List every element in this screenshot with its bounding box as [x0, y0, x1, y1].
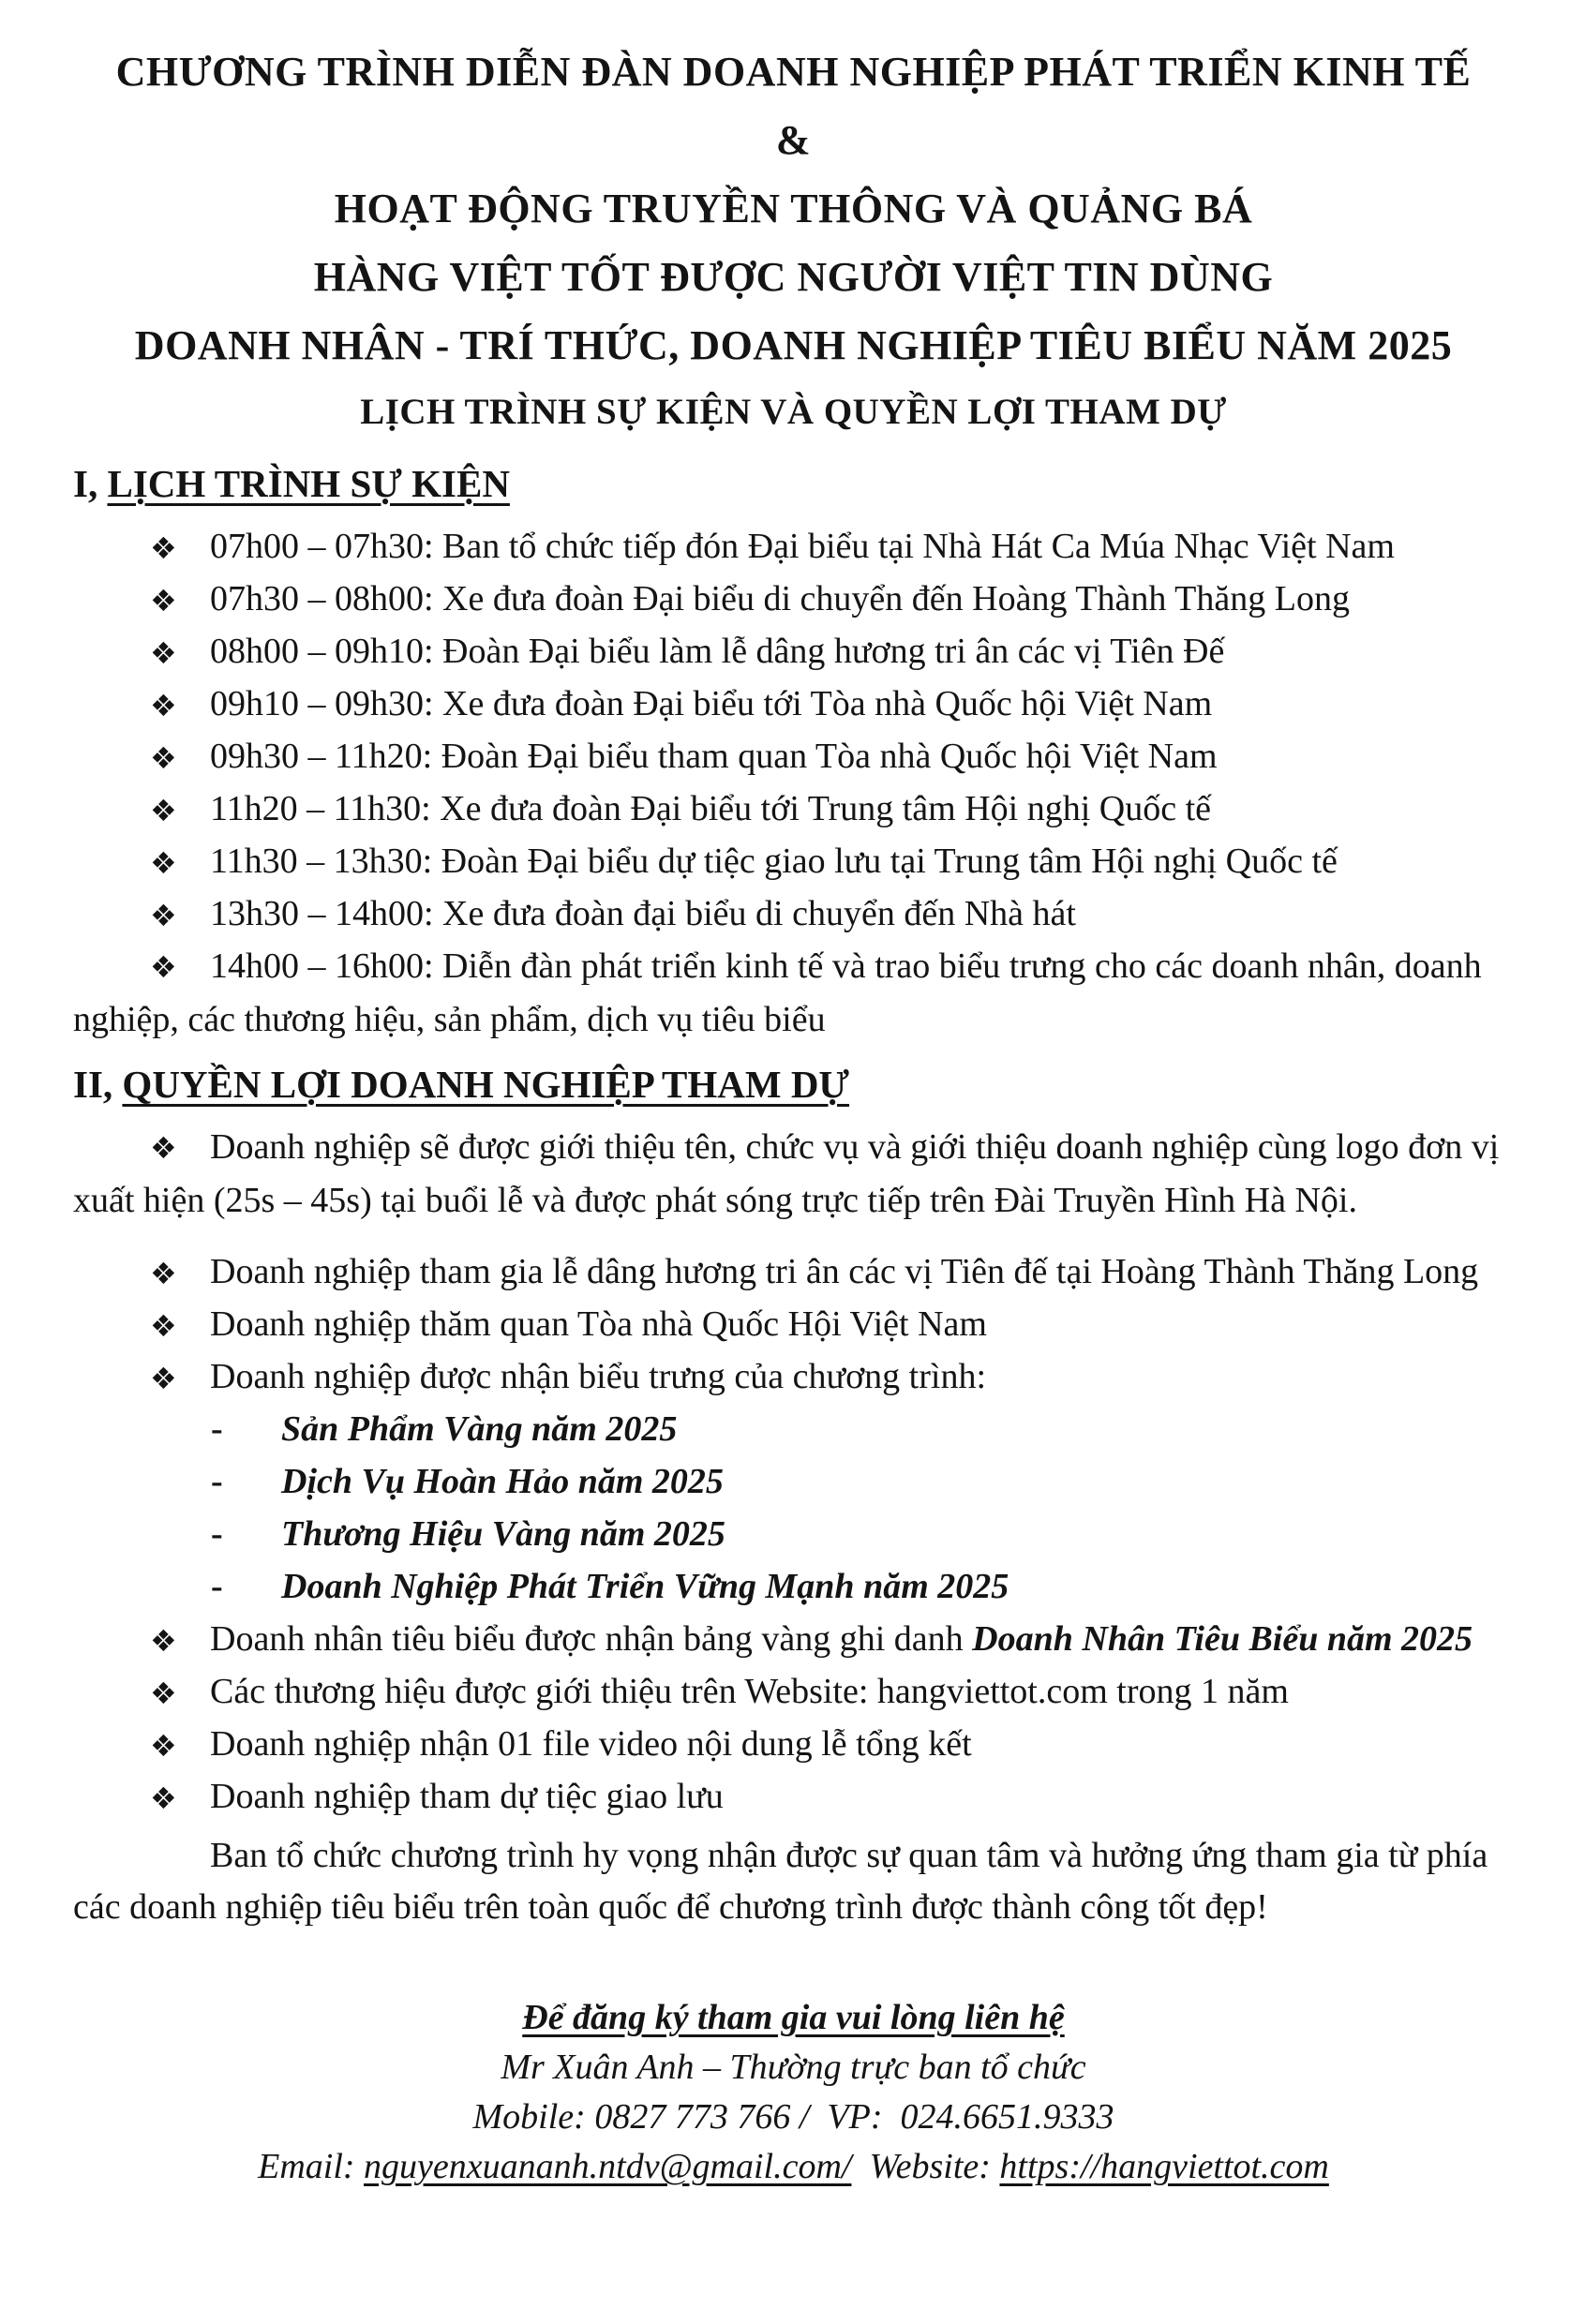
mobile-label: Mobile:	[472, 2097, 586, 2137]
footer-heading-text: Để đăng ký tham gia vui lòng liên hệ	[522, 1998, 1065, 2037]
benefit-item-text: Doanh nghiệp tham dự tiệc giao lưu	[210, 1777, 724, 1816]
badge-item	[73, 1403, 1514, 1455]
benefit-item-text: Doanh nhân tiêu biểu được nhận bảng vàng ghi danh	[210, 1619, 964, 1659]
contact-footer	[73, 1993, 1514, 2192]
vp-label: VP:	[827, 2097, 883, 2137]
benefit-item	[73, 1350, 1514, 1403]
benefit-item-emphasis: Doanh Nhân Tiêu Biểu năm 2025	[972, 1619, 1473, 1659]
footer-contact-person: Mr Xuân Anh – Thường trực ban tổ chức	[501, 2048, 1086, 2087]
dash-bullet-icon: -	[211, 1409, 223, 1449]
badge-item-text: Dịch Vụ Hoàn Hảo năm 2025	[281, 1462, 724, 1501]
section-benefits	[73, 1057, 1514, 1933]
benefit-item	[73, 1121, 1514, 1227]
diamond-bullet-icon: ❖	[150, 583, 177, 618]
title-line-2: HOẠT ĐỘNG TRUYỀN THÔNG VÀ QUẢNG BÁ	[334, 186, 1253, 231]
badge-item-text: Thương Hiệu Vàng năm 2025	[281, 1514, 725, 1554]
benefit-item-text: Doanh nghiệp tham gia lễ dâng hương tri ân các vị Tiên đế tại Hoàng Thành Thăng Long	[210, 1252, 1479, 1291]
diamond-bullet-icon: ❖	[150, 1256, 177, 1291]
footer-heading	[73, 1993, 1514, 2043]
schedule-item	[73, 678, 1514, 730]
badge-item	[73, 1455, 1514, 1508]
schedule-item	[73, 940, 1514, 1046]
schedule-item	[73, 573, 1514, 625]
benefit-item	[73, 1665, 1514, 1718]
diamond-bullet-icon: ❖	[150, 845, 177, 881]
title-line-4: DOANH NHÂN - TRÍ THỨC, DOANH NGHIỆP TIÊU BIỂU NĂM 2025	[134, 322, 1453, 368]
diamond-bullet-icon: ❖	[150, 898, 177, 933]
section-number: I,	[73, 462, 98, 505]
title-line-1: CHƯƠNG TRÌNH DIỄN ĐÀN DOANH NGHIỆP PHÁT TRIỂN KINH TẾ	[115, 49, 1472, 95]
title-ampersand: &	[775, 117, 812, 163]
schedule-item	[73, 782, 1514, 835]
benefit-item	[73, 1298, 1514, 1350]
section-benefits-heading	[73, 1057, 1514, 1111]
benefit-item	[73, 1718, 1514, 1770]
title-line-3: HÀNG VIỆT TỐT ĐƯỢC NGƯỜI VIỆT TIN DÙNG	[313, 254, 1274, 300]
benefit-item-text: Doanh nghiệp được nhận biểu trưng của chương trình:	[210, 1357, 987, 1396]
diamond-bullet-icon: ❖	[150, 793, 177, 828]
section-schedule-heading	[73, 456, 1514, 511]
document-header	[73, 37, 1514, 445]
diamond-bullet-icon: ❖	[150, 1728, 177, 1764]
website-label: Website:	[869, 2147, 991, 2186]
diamond-bullet-icon: ❖	[150, 1361, 177, 1396]
schedule-item	[73, 730, 1514, 782]
schedule-item	[73, 887, 1514, 940]
section-title: QUYỀN LỢI DOANH NGHIỆP THAM DỰ	[122, 1063, 850, 1106]
document-subtitle: LỊCH TRÌNH SỰ KIỆN VÀ QUYỀN LỢI THAM DỰ	[360, 392, 1227, 432]
benefit-item	[73, 1613, 1514, 1665]
badge-item	[73, 1560, 1514, 1613]
diamond-bullet-icon: ❖	[150, 740, 177, 776]
section-schedule	[73, 456, 1514, 1046]
dash-bullet-icon: -	[211, 1567, 223, 1606]
mobile-number: 0827 773 766	[594, 2097, 791, 2137]
schedule-item-text: 14h00 – 16h00: Diễn đàn phát triển kinh tế và trao biểu trưng cho các doanh nhân, doanh nghiệp, các thương hiệu, sản phẩm, dịch vụ tiêu biểu	[73, 946, 1482, 1039]
benefit-item-text: Doanh nghiệp sẽ được giới thiệu tên, chức vụ và giới thiệu doanh nghiệp cùng logo đơn vị xuất hiện (25s – 45s) tại buổi lễ và được phát sóng trực tiếp trên Đài Truyền Hình Hà Nội.	[73, 1127, 1500, 1220]
diamond-bullet-icon: ❖	[150, 1623, 177, 1659]
diamond-bullet-icon: ❖	[150, 688, 177, 723]
diamond-bullet-icon: ❖	[150, 530, 177, 566]
footer-phone-line	[73, 2093, 1514, 2142]
schedule-item	[73, 835, 1514, 887]
badge-item-text: Sản Phẩm Vàng năm 2025	[281, 1409, 678, 1449]
schedule-item-text: 08h00 – 09h10: Đoàn Đại biểu làm lễ dâng hương tri ân các vị Tiên Đế	[210, 632, 1225, 671]
diamond-bullet-icon: ❖	[150, 1130, 177, 1166]
email-address: nguyenxuananh.ntdv@gmail.com/	[364, 2147, 852, 2186]
footer-links-line	[73, 2142, 1514, 2192]
diamond-bullet-icon: ❖	[150, 1676, 177, 1711]
benefit-item-text: Doanh nghiệp thăm quan Tòa nhà Quốc Hội Việt Nam	[210, 1304, 987, 1344]
schedule-item	[73, 625, 1514, 678]
dash-bullet-icon: -	[211, 1462, 223, 1501]
schedule-item-text: 07h30 – 08h00: Xe đưa đoàn Đại biểu di chuyển đến Hoàng Thành Thăng Long	[210, 579, 1350, 618]
diamond-bullet-icon: ❖	[150, 635, 177, 671]
schedule-item	[73, 520, 1514, 573]
badge-item	[73, 1508, 1514, 1560]
section-number: II,	[73, 1063, 113, 1106]
schedule-item-text: 09h10 – 09h30: Xe đưa đoàn Đại biểu tới Tòa nhà Quốc hội Việt Nam	[210, 684, 1213, 723]
phone-separator: /	[799, 2097, 810, 2137]
diamond-bullet-icon: ❖	[150, 949, 177, 985]
website-url: https://hangviettot.com	[999, 2147, 1329, 2186]
badge-item-text: Doanh Nghiệp Phát Triển Vững Mạnh năm 2025	[281, 1567, 1009, 1606]
benefit-item	[73, 1770, 1514, 1823]
schedule-item-text: 09h30 – 11h20: Đoàn Đại biểu tham quan Tòa nhà Quốc hội Việt Nam	[210, 737, 1218, 776]
closing-paragraph: Ban tổ chức chương trình hy vọng nhận được sự quan tâm và hưởng ứng tham gia từ phía các doanh nghiệp tiêu biểu trên toàn quốc để chương trình được thành công tốt đẹp!	[73, 1836, 1488, 1927]
schedule-item-text: 13h30 – 14h00: Xe đưa đoàn đại biểu di chuyển đến Nhà hát	[210, 894, 1076, 933]
dash-bullet-icon: -	[211, 1514, 223, 1554]
schedule-item-text: 11h20 – 11h30: Xe đưa đoàn Đại biểu tới Trung tâm Hội nghị Quốc tế	[210, 789, 1211, 828]
email-label: Email:	[258, 2147, 355, 2186]
benefit-item	[73, 1245, 1514, 1298]
benefit-item-text: Các thương hiệu được giới thiệu trên Website: hangviettot.com trong 1 năm	[210, 1672, 1289, 1711]
vp-number: 024.6651.9333	[900, 2097, 1114, 2137]
schedule-item-text: 11h30 – 13h30: Đoàn Đại biểu dự tiệc giao lưu tại Trung tâm Hội nghị Quốc tế	[210, 842, 1338, 881]
section-title: LỊCH TRÌNH SỰ KIỆN	[107, 462, 510, 505]
benefit-item-text: Doanh nghiệp nhận 01 file video nội dung lễ tổng kết	[210, 1724, 972, 1764]
diamond-bullet-icon: ❖	[150, 1780, 177, 1816]
diamond-bullet-icon: ❖	[150, 1308, 177, 1344]
schedule-item-text: 07h00 – 07h30: Ban tổ chức tiếp đón Đại biểu tại Nhà Hát Ca Múa Nhạc Việt Nam	[210, 527, 1395, 566]
